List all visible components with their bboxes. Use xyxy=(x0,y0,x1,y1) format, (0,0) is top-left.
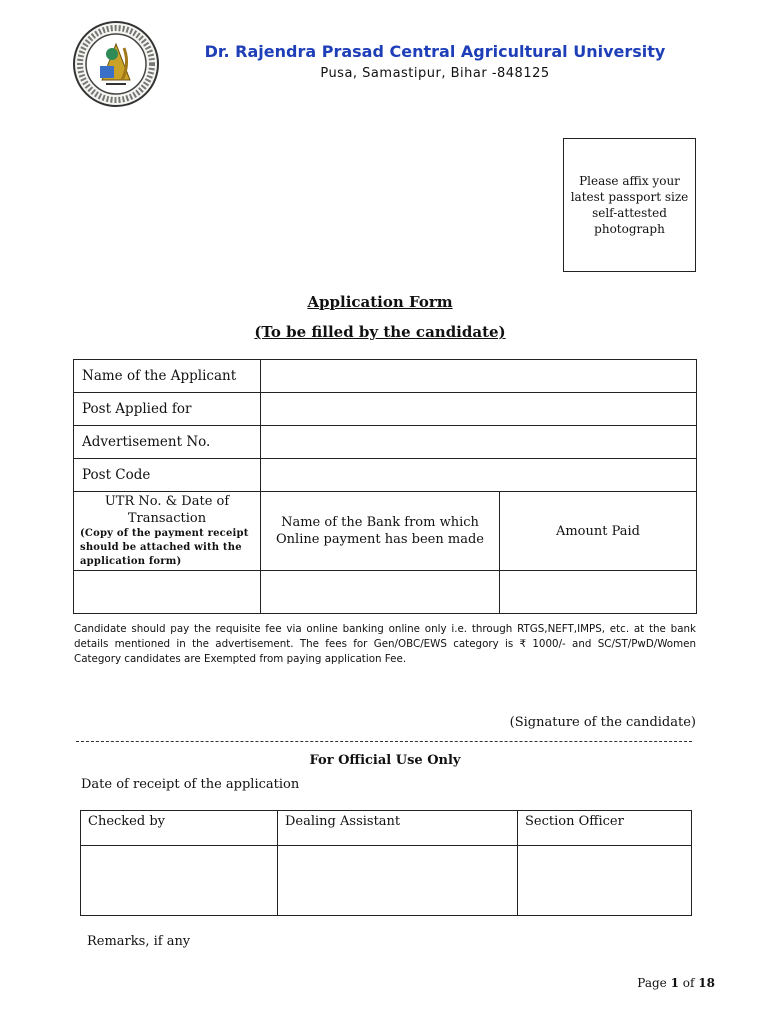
checked-by-header: Checked by xyxy=(81,811,278,846)
utr-header-cell xyxy=(74,492,261,571)
page-number xyxy=(600,976,715,990)
page-of: of xyxy=(682,976,695,990)
utr-note: (Copy of the payment receipt should be attached with the application form) xyxy=(80,528,249,567)
post-code-field[interactable] xyxy=(261,459,697,492)
field-label: Post Code xyxy=(74,459,261,492)
official-table xyxy=(80,810,692,916)
advertisement-no-field[interactable] xyxy=(261,426,697,459)
field-label: Advertisement No. xyxy=(74,426,261,459)
checked-by-signature-cell[interactable] xyxy=(81,846,278,916)
field-label: Post Applied for xyxy=(74,393,261,426)
section-officer-header: Section Officer xyxy=(518,811,692,846)
table-row xyxy=(81,846,692,916)
dashed-divider xyxy=(76,741,692,742)
photo-box-instruction: Please affix your latest passport size self-attested photograph xyxy=(570,174,689,236)
applicant-name-field[interactable] xyxy=(261,360,697,393)
table-row xyxy=(74,360,697,393)
application-table xyxy=(73,359,697,614)
dealing-assistant-header: Dealing Assistant xyxy=(278,811,518,846)
university-logo xyxy=(72,20,160,108)
signature-label: (Signature of the candidate) xyxy=(509,715,696,730)
payment-value-row xyxy=(74,571,697,614)
university-name: Dr. Rajendra Prasad Central Agricultural University xyxy=(204,42,666,61)
date-of-receipt-label: Date of receipt of the application xyxy=(81,777,300,792)
amount-header: Amount Paid xyxy=(500,492,697,571)
bank-header: Name of the Bank from which Online payment has been made xyxy=(261,492,500,571)
utr-field[interactable] xyxy=(74,571,261,614)
form-title: Application Form xyxy=(307,293,453,311)
page-prefix: Page xyxy=(637,976,667,990)
table-row xyxy=(74,393,697,426)
university-address: Pusa, Samastipur, Bihar -848125 xyxy=(320,66,550,81)
table-row xyxy=(81,811,692,846)
official-use-heading: For Official Use Only xyxy=(309,753,461,768)
form-subtitle: (To be filled by the candidate) xyxy=(254,323,506,341)
table-row xyxy=(74,459,697,492)
fee-note: Candidate should pay the requisite fee via online banking online only i.e. through RTGS,NEFT,IMPS, etc. at the bank details mentioned in the advertisement. The fees for Gen/OBC/EWS category is ₹ 1000/- and SC/ST/PwD/Women Category candidates are Exempted from paying application Fee. xyxy=(74,623,696,665)
photo-box[interactable] xyxy=(563,138,696,272)
table-row xyxy=(74,426,697,459)
page-total: 18 xyxy=(698,976,715,990)
amount-field[interactable] xyxy=(500,571,697,614)
section-officer-signature-cell[interactable] xyxy=(518,846,692,916)
remarks-label: Remarks, if any xyxy=(87,934,191,949)
field-label: Name of the Applicant xyxy=(74,360,261,393)
utr-header: UTR No. & Date of Transaction xyxy=(104,494,230,526)
post-applied-field[interactable] xyxy=(261,393,697,426)
payment-header-row xyxy=(74,492,697,571)
dealing-assistant-signature-cell[interactable] xyxy=(278,846,518,916)
page-current: 1 xyxy=(670,976,679,990)
bank-field[interactable] xyxy=(261,571,500,614)
